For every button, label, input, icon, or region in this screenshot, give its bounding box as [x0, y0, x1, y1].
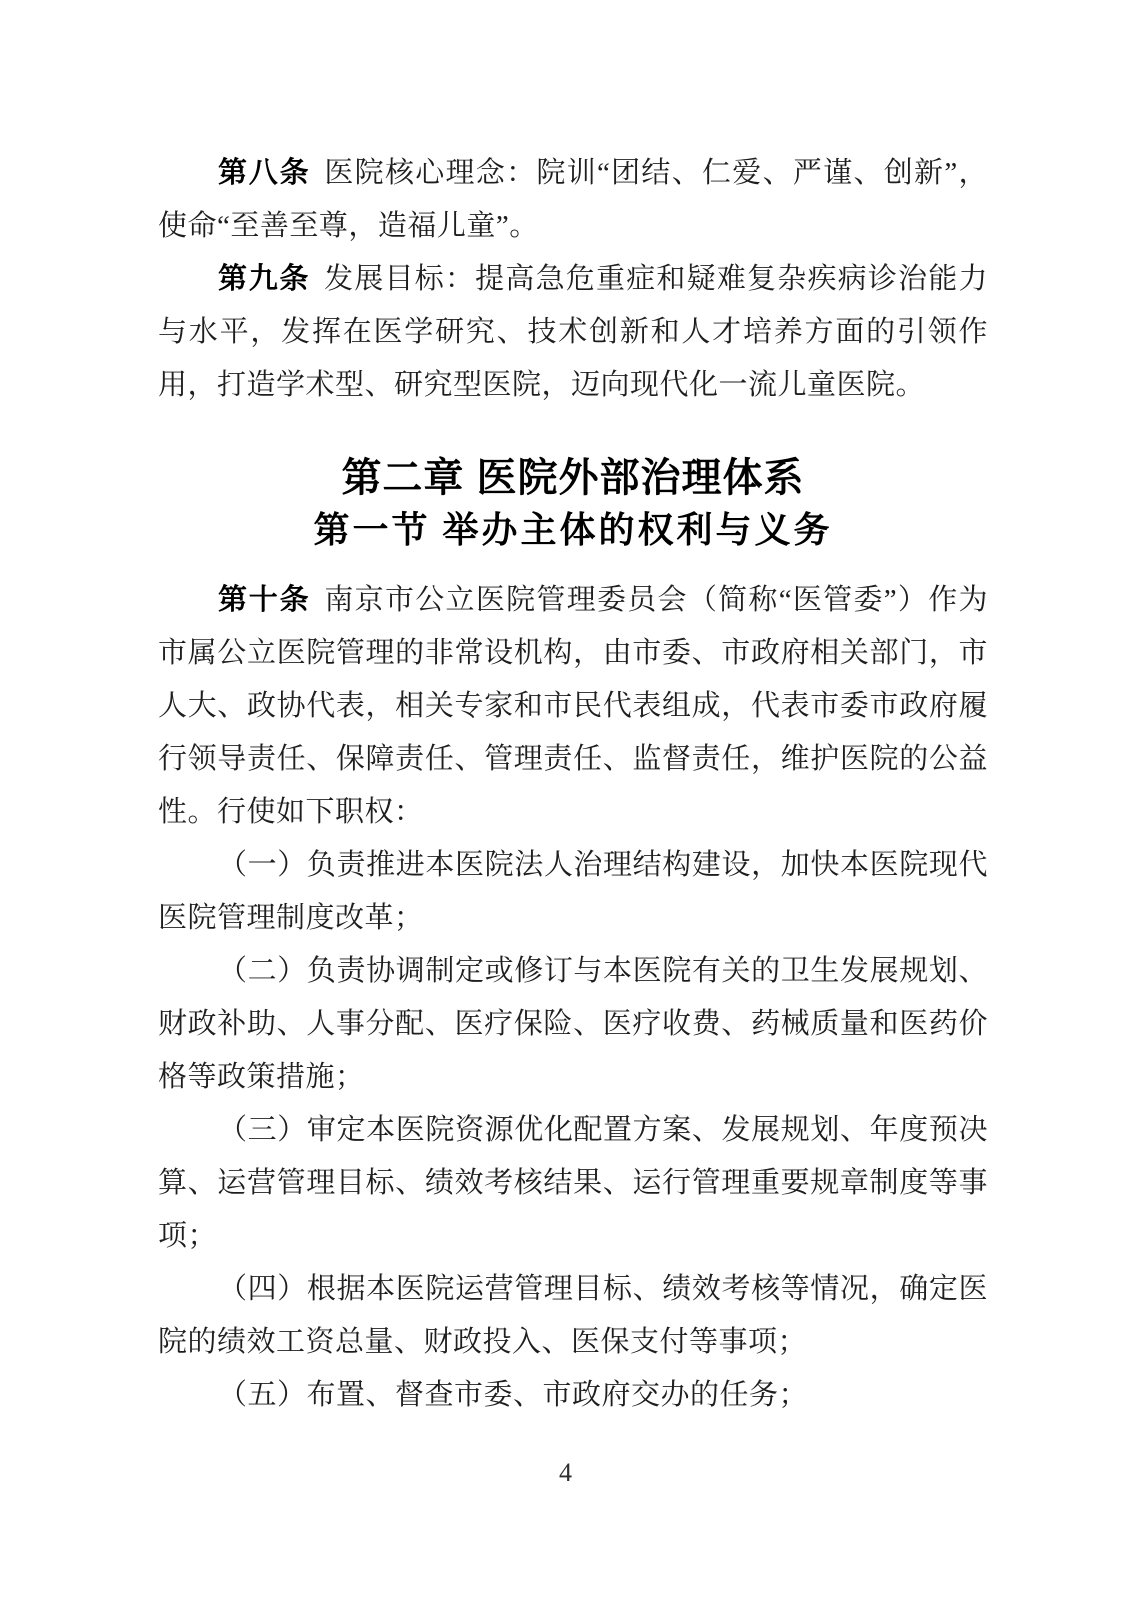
section-title: 第一节 举办主体的权利与义务	[313, 510, 833, 550]
article-9-text: 发展目标：提高急危重症和疑难复杂疾病诊治能力与水平，发挥在医学研究、技术创新和人才培养方面的引领作用，打造学术型、研究型医院，迈向现代化一流儿童医院。	[158, 263, 988, 401]
article-8-number: 第八条	[218, 157, 311, 189]
article-10-paragraph	[158, 574, 988, 839]
article-9-number: 第九条	[218, 263, 311, 295]
page-content	[158, 147, 988, 1422]
article-10-text: 南京市公立医院管理委员会（简称“医管委”）作为市属公立医院管理的非常设机构，由市委、市政府相关部门，市人大、政协代表，相关专家和市民代表组成，代表市委市政府履行领导责任、保障责任、管理责任、监督责任，维护医院的公益性。行使如下职权：	[158, 584, 988, 828]
article-8-text: 医院核心理念：院训“团结、仁爱、严谨、创新”，使命“至善至尊，造福儿童”。	[158, 157, 988, 242]
page-number: 4	[559, 1458, 572, 1487]
chapter-title: 第二章 医院外部治理体系	[341, 456, 805, 500]
clause-4-paragraph: （四）根据本医院运营管理目标、绩效考核等情况，确定医院的绩效工资总量、财政投入、医保支付等事项；	[158, 1273, 988, 1358]
article-8-paragraph	[158, 147, 988, 253]
clause-3-paragraph: （三）审定本医院资源优化配置方案、发展规划、年度预决算、运营管理目标、绩效考核结果、运行管理重要规章制度等事项；	[158, 1114, 988, 1252]
article-10-number: 第十条	[218, 584, 311, 616]
clause-5-paragraph: （五）布置、督查市委、市政府交办的任务；	[218, 1379, 809, 1411]
article-9-paragraph	[158, 253, 988, 412]
clause-1-paragraph: （一）负责推进本医院法人治理结构建设，加快本医院现代医院管理制度改革；	[158, 849, 988, 934]
clause-2-paragraph: （二）负责协调制定或修订与本医院有关的卫生发展规划、财政补助、人事分配、医疗保险、医疗收费、药械质量和医药价格等政策措施；	[158, 955, 988, 1093]
